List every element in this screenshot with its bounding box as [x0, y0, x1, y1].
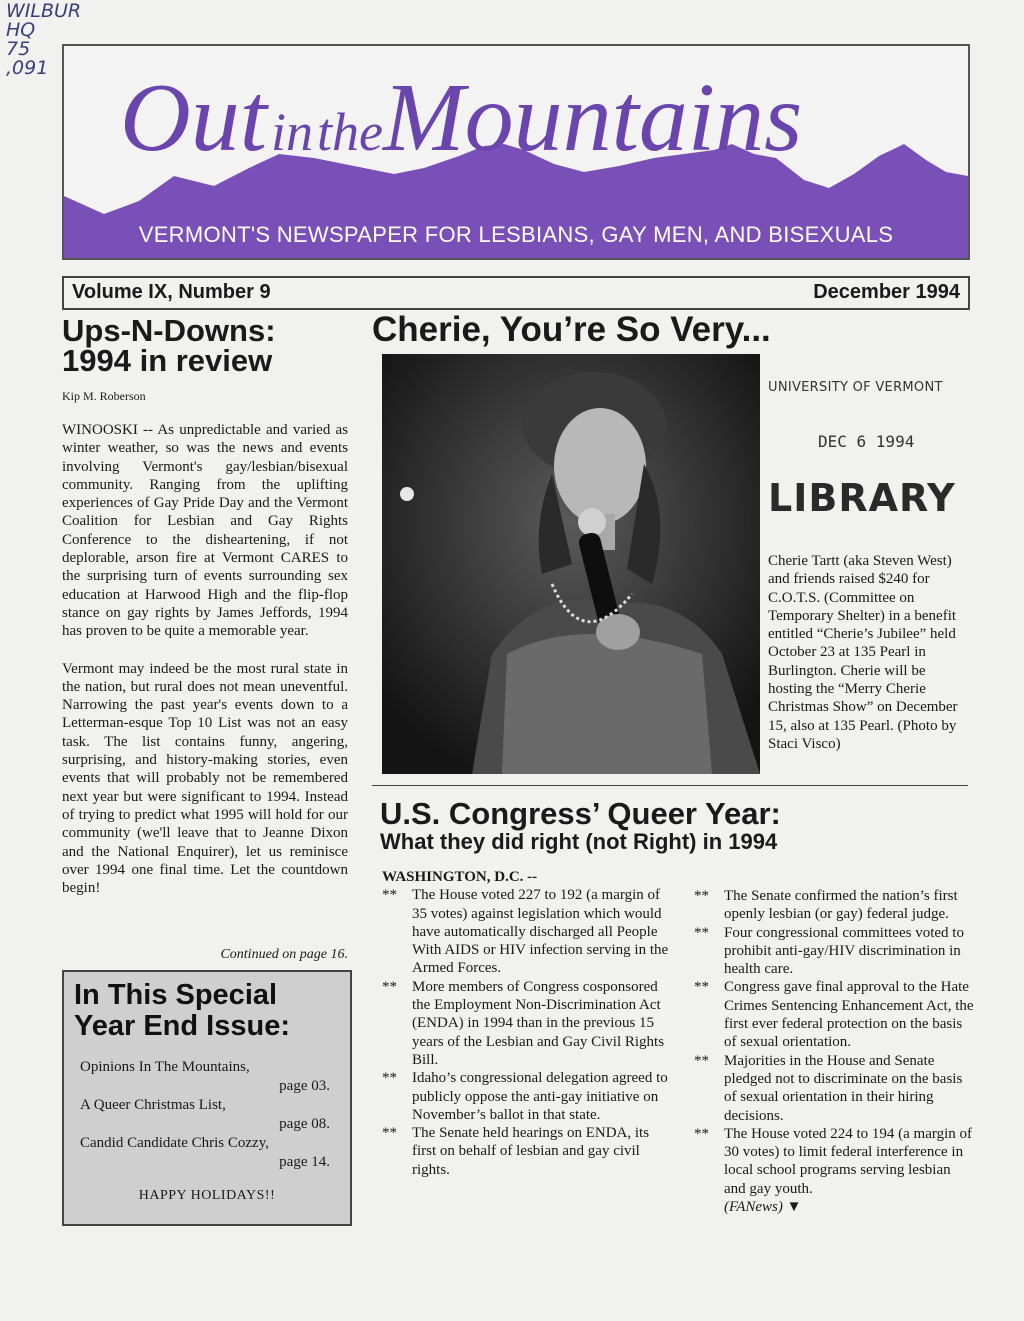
masthead-tagline: VERMONT'S NEWSPAPER FOR LESBIANS, GAY MEN, AND BISEXUALS	[138, 222, 894, 247]
holiday-greeting: HAPPY HOLIDAYS!!	[138, 1188, 276, 1203]
photo-headline: Cherie, You’re So Very...	[372, 310, 771, 349]
congress-headline: U.S. Congress’ Queer Year:	[380, 796, 781, 831]
contents-list	[80, 1058, 336, 1172]
congress-subheadline: What they did right (not Right) in 1994	[380, 829, 778, 854]
special-issue-box	[62, 970, 352, 1226]
source-credit: FANews	[729, 1199, 778, 1216]
stamp-university: UNIVERSITY OF VERMONT	[768, 380, 943, 395]
contents-item-title: Candid Candidate Chris Cozzy,	[80, 1135, 269, 1151]
list-item-text: Idaho’s congressional delegation agreed to publicly oppose the anti-gay initiative on November’s ballot in that state.	[412, 1070, 668, 1123]
title-word: Out	[120, 64, 267, 172]
contents-item-page: page 08.	[279, 1116, 330, 1132]
performer-photo	[382, 354, 760, 774]
list-item-text: The Senate confirmed the nation’s first openly lesbian (or gay) federal judge.	[724, 888, 958, 923]
list-item-text: Four congressional committees voted to prohibit anti-gay/HIV discrimination in health care.	[724, 924, 964, 978]
list-item-text: The House voted 224 to 194 (a margin of 30 votes) to limit federal interference in local school programs serving lesbian and gay youth.	[724, 1125, 973, 1197]
library-stamp	[768, 380, 968, 520]
issue-bar	[62, 276, 970, 310]
list-item	[694, 924, 976, 979]
continued-note: Continued on page 16.	[220, 947, 348, 962]
list-item-text: The House voted 227 to 192 (a margin of 35 votes) against legislation which would have automatically discharged all People With AIDS or HIV infection serving in the Armed Forces.	[412, 887, 669, 977]
handwriting-line: ,091	[6, 57, 49, 79]
stamp-library: LIBRARY	[768, 476, 956, 520]
bullet-marker: **	[694, 924, 709, 941]
congress-column-2	[694, 887, 976, 1216]
dateline: WASHINGTON, D.C. --	[382, 869, 538, 885]
list-item	[694, 887, 976, 924]
masthead-title	[120, 62, 802, 174]
volume-number: Volume IX, Number 9	[72, 281, 271, 303]
title-word: in	[271, 102, 314, 162]
list-item-text: More members of Congress cosponsored the Employment Non-Discrimination Act (ENDA) in 1994 than in the previous 15 years of the Lesbian and Gay Civil Rights Bill.	[412, 978, 665, 1068]
bullet-marker: **	[694, 979, 709, 996]
bullet-marker: **	[382, 887, 397, 904]
title-word: Mountains	[383, 64, 803, 172]
issue-date: December 1994	[813, 281, 960, 303]
lead-headline: Ups-N-Downs: 1994 in review	[62, 313, 276, 378]
contents-item-title: A Queer Christmas List,	[80, 1097, 226, 1113]
lead-article-body	[62, 421, 348, 916]
byline: Kip M. Roberson	[62, 389, 146, 403]
paragraph: Vermont may indeed be the most rural state in the nation, but rural does not mean uneventful. Narrowing the past year's events down to a Letterman-esque Top 10 List was not an easy task. The list contains funny, angering, surprising, and history-making stories, even events that will probably not be remembered next year but were significant to 1994. Instead of trying to predict what 1995 will hold for our community (we'll leave that to Jeanne Dixon and the National Enquirer), let us reminisce over 1994 one final time. Let the countdown begin!	[62, 660, 348, 897]
bullet-marker: **	[382, 1070, 397, 1087]
handwriting-line: 75	[6, 38, 31, 60]
handwriting-line: HQ	[6, 19, 36, 41]
special-box-heading: In This Special Year End Issue:	[74, 979, 290, 1042]
contents-item-title: Opinions In The Mountains,	[80, 1059, 250, 1075]
stamp-date: DEC 6 1994	[818, 432, 915, 451]
list-item-text: Majorities in the House and Senate pledged not to discriminate on the basis of sexual orientation in their hiring decisions.	[724, 1052, 963, 1124]
bullet-marker: **	[382, 1125, 397, 1142]
handwriting-line: WILBUR	[6, 0, 82, 22]
section-divider	[372, 785, 968, 786]
title-word: the	[317, 102, 383, 162]
end-mark-icon: ▼	[786, 1199, 802, 1216]
contents-item-page: page 14.	[279, 1154, 330, 1170]
contents-item-page: page 03.	[279, 1078, 330, 1094]
list-item: ** The House voted 224 to 194 (a margin of 30 votes) to limit federal interference in local school programs serving lesbian and gay youth. (FANews) ▼	[694, 1125, 973, 1216]
bullet-marker: **	[694, 888, 709, 904]
bullet-marker: **	[382, 978, 397, 995]
paragraph: WINOOSKI -- As unpredictable and varied as winter weather, so was the news and events involving Vermont's gay/lesbian/bisexual community. Ranging from the uplifting experiences of Gay Pride Day and the Vermont Coalition for Lesbian and Gay Rights Conference to the disheartening, if not deplorable, arson fire at Vermont CARES to the surprising turn of events surrounding sex education at Harwood High and the flip-flop stance on gay rights by James Jeffords, 1994 has proven to be quite a memorable year.	[62, 422, 348, 640]
bullet-marker: **	[694, 1125, 709, 1142]
list-item	[694, 1052, 976, 1125]
list-item	[694, 978, 976, 1051]
list-item	[382, 978, 672, 1069]
masthead	[62, 44, 970, 260]
list-item	[382, 886, 672, 977]
list-item	[382, 1069, 672, 1124]
list-item-text: The Senate held hearings on ENDA, its first on behalf of lesbian and gay civil rights.	[412, 1125, 650, 1178]
list-item-text: Congress gave final approval to the Hate Crimes Sentencing Enhancement Act, the first ever federal protection on the basis of sexual orientation.	[724, 979, 974, 1051]
list-item	[382, 1124, 672, 1179]
congress-column-1	[382, 868, 672, 1179]
bullet-marker: **	[694, 1052, 709, 1069]
photo-caption: Cherie Tartt (aka Steven West) and friends raised $240 for C.O.T.S. (Committee on Temporary Shelter) in a benefit entitled “Cherie’s Jubilee” held October 23 at 135 Pearl in Burlington. Cherie will be hosting the “Merry Cherie Christmas Show” on December 15, also at 135 Pearl. (Photo by Staci Visco)	[768, 553, 958, 752]
